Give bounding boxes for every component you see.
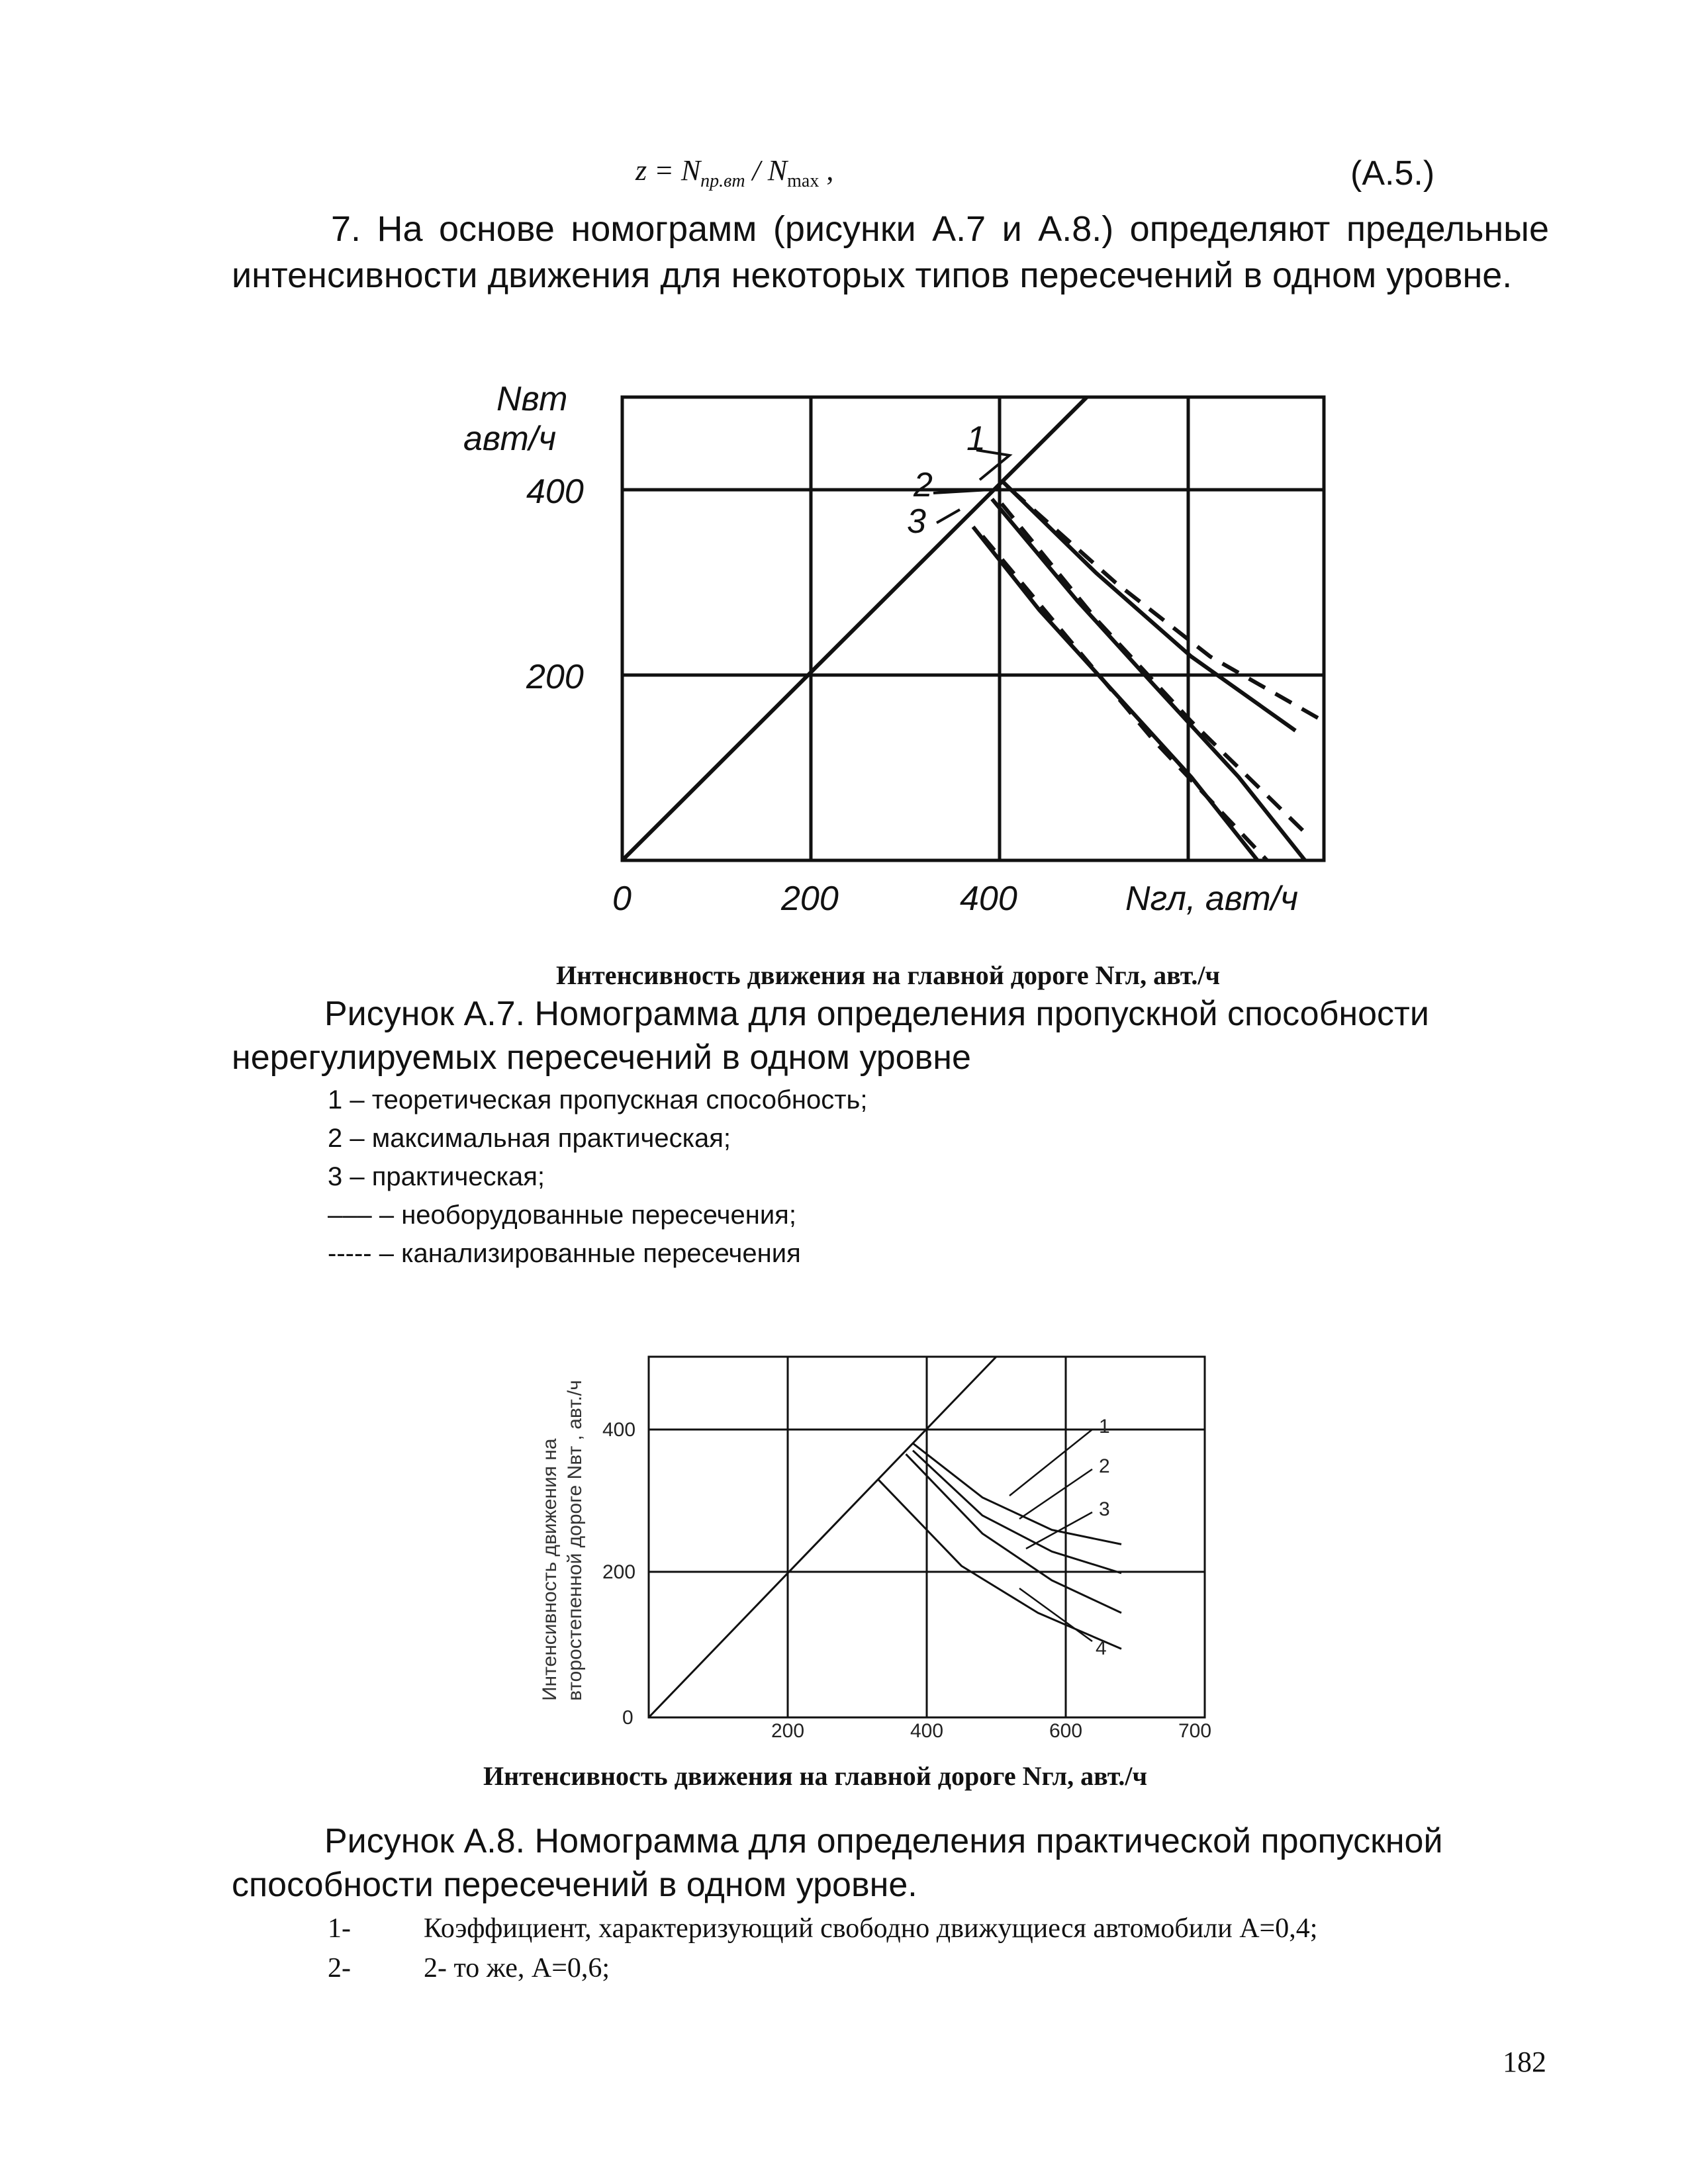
a8-leader-2 [1019, 1469, 1092, 1519]
figure-a7-chart [450, 371, 1364, 953]
a8-list-num-2: 2- [328, 1953, 351, 1983]
a8-curve-label-3: 3 [1099, 1498, 1110, 1520]
a7-y-tick-400: 400 [526, 473, 584, 511]
formula-a5 [635, 154, 833, 192]
a7-plot-frame [622, 397, 1324, 860]
a7-series-2-dashed-4 [1002, 504, 1305, 833]
a7-x-tick-400: 400 [960, 880, 1017, 918]
a8-leader-1 [1009, 1430, 1092, 1496]
a7-y-tick-200: 200 [526, 658, 584, 696]
a7-legend-4: ––– – необорудованные пересечения; [328, 1201, 796, 1230]
a8-y-tick-0: 0 [622, 1707, 633, 1729]
a8-list-text-2: 2- то же, А=0,6; [424, 1953, 610, 1983]
paragraph-7-line1: 7. На основе номограмм (рисунки А.7 и А.8.) определяют предельные [331, 209, 1549, 249]
a7-arrow-3 [937, 510, 960, 523]
a7-series-diagonal-solid-0 [622, 397, 1087, 860]
a8-y-label-2: второстепенной дороге Nвт , авт./ч [564, 1380, 586, 1701]
a7-x-tick-200: 200 [781, 880, 839, 918]
paragraph-7-line2: интенсивности движения для некоторых типов пересечений в одном уровне. [232, 255, 1513, 295]
a7-curve-label-2: 2 [914, 466, 933, 504]
a8-curve-label-1: 1 [1099, 1416, 1110, 1437]
formula-sub1: пр.вт [700, 170, 745, 191]
a8-x-axis-caption: Интенсивность движения на главной дороге Nгл, авт./ч [483, 1761, 1148, 1791]
formula-sub2: max [787, 170, 820, 191]
a8-list-num-1: 1- [328, 1913, 351, 1944]
a7-legend-1: 1 – теоретическая пропускная способность; [328, 1085, 868, 1115]
a7-series-1-dashed-2 [1011, 490, 1324, 721]
a8-series-3-line-3 [906, 1454, 1122, 1613]
a7-x-axis-caption: Интенсивность движения на главной дороге Nгл, авт./ч [556, 960, 1221, 990]
a7-curve-label-1: 1 [966, 420, 986, 458]
a8-x-tick-700: 700 [1178, 1720, 1212, 1741]
figure-a8-chart [516, 1330, 1244, 1741]
a8-y-tick-400: 400 [602, 1419, 636, 1441]
a8-x-tick-200: 200 [771, 1720, 805, 1741]
formula-lhs: z = N [635, 154, 701, 187]
a8-series-diagonal-line-0 [649, 1357, 996, 1717]
a8-y-tick-200: 200 [602, 1561, 636, 1583]
a8-x-tick-400: 400 [910, 1720, 944, 1741]
a7-x-label: Nгл, авт/ч [1125, 880, 1298, 918]
a8-curve-label-4: 4 [1096, 1637, 1107, 1659]
a7-legend-5: ----- – канализированные пересечения [328, 1239, 801, 1268]
formula-tail: , [819, 154, 834, 187]
a7-y-label-1: Nвт [496, 380, 568, 418]
a8-x-tick-600: 600 [1049, 1720, 1083, 1741]
a8-leader-3 [1026, 1512, 1092, 1549]
formula-mid: / N [745, 154, 788, 187]
a7-series-2-solid-3 [992, 499, 1305, 860]
a8-list-text-1: Коэффициент, характеризующий свободно движущиеся автомобили А=0,4; [424, 1913, 1318, 1944]
a7-x-tick-0: 0 [612, 880, 632, 918]
a7-title-line1: Рисунок А.7. Номограмма для определения пропускной способности [324, 995, 1429, 1033]
a7-legend-2: 2 – максимальная практическая; [328, 1124, 731, 1153]
a8-title-line2: способности пересечений в одном уровне. [232, 1866, 917, 1904]
a8-curve-label-2: 2 [1099, 1455, 1110, 1477]
a7-series-3-dashed-6 [982, 536, 1267, 860]
a8-y-label-1: Интенсивность движения на [539, 1438, 561, 1701]
formula-number: (А.5.) [1350, 154, 1435, 193]
a8-title-line1: Рисунок А.8. Номограмма для определения практической пропускной [324, 1822, 1443, 1860]
a8-leader-4 [1019, 1588, 1092, 1641]
a7-y-label-2: авт/ч [463, 420, 557, 458]
a7-series-3-solid-5 [973, 527, 1258, 860]
a7-curve-label-3: 3 [907, 502, 926, 541]
page-number: 182 [1503, 2046, 1546, 2078]
a7-title-line2: нерегулируемых пересечений в одном уровне [232, 1038, 971, 1077]
a7-legend-3: 3 – практическая; [328, 1162, 545, 1191]
